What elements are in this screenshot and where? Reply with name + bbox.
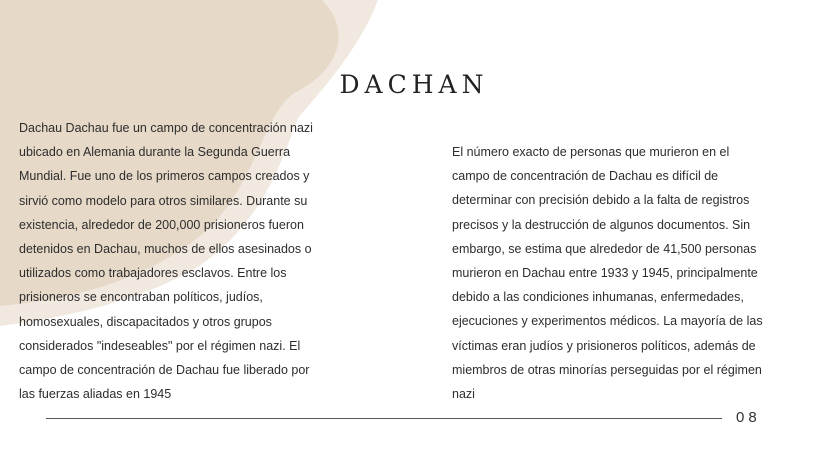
text-line: prisioneros se encontraban políticos, judíos,: [19, 290, 263, 305]
text-line: detenidos en Dachau, muchos de ellos asesinados o: [19, 242, 312, 257]
text-line: homosexuales, discapacitados y otros grupos: [19, 314, 272, 329]
text-line: Mundial. Fue uno de los primeros campos creados y: [19, 169, 310, 184]
text-line: campo de concentración de Dachau es difícil de: [452, 169, 719, 184]
text-line: murieron en Dachau entre 1933 y 1945, principalmente: [452, 266, 758, 281]
right-text-column: [452, 140, 802, 406]
text-line: las fuerzas aliadas en 1945: [19, 387, 172, 402]
text-line: existencia, alrededor de 200,000 prisioneros fueron: [19, 217, 304, 232]
text-line: Dachau Dachau fue un campo de concentración nazi: [19, 121, 313, 135]
page-number: 08: [736, 409, 761, 426]
slide-title: DACHAN: [339, 70, 489, 99]
text-line: miembros de otras minorías perseguidas por el régimen: [452, 362, 762, 377]
text-line: ejecuciones y experimentos médicos. La mayoría de las: [452, 314, 763, 329]
text-line: precisos y la destrucción de algunos documentos. Sin: [452, 217, 751, 232]
left-text-column: [19, 116, 364, 406]
text-line: sirvió como modelo para otros similares. Durante su: [19, 193, 308, 208]
text-line: utilizados como trabajadores esclavos. Entre los: [19, 266, 287, 281]
text-line: considerados "indeseables" por el régimen nazi. El: [19, 338, 301, 353]
text-line: El número exacto de personas que murieron en el: [452, 145, 730, 159]
text-line: ubicado en Alemania durante la Segunda Guerra: [19, 145, 291, 160]
text-line: debido a las condiciones inhumanas, enfermedades,: [452, 290, 744, 305]
footer-divider: [46, 418, 722, 419]
text-line: embargo, se estima que alrededor de 41,500 personas: [452, 241, 757, 256]
text-line: campo de concentración de Dachau fue liberado por: [19, 363, 310, 378]
text-line: nazi: [452, 387, 475, 402]
text-line: víctimas eran judíos y prisioneros políticos, además de: [452, 338, 756, 353]
text-line: determinar con precisión debido a la falta de registros: [452, 193, 750, 208]
